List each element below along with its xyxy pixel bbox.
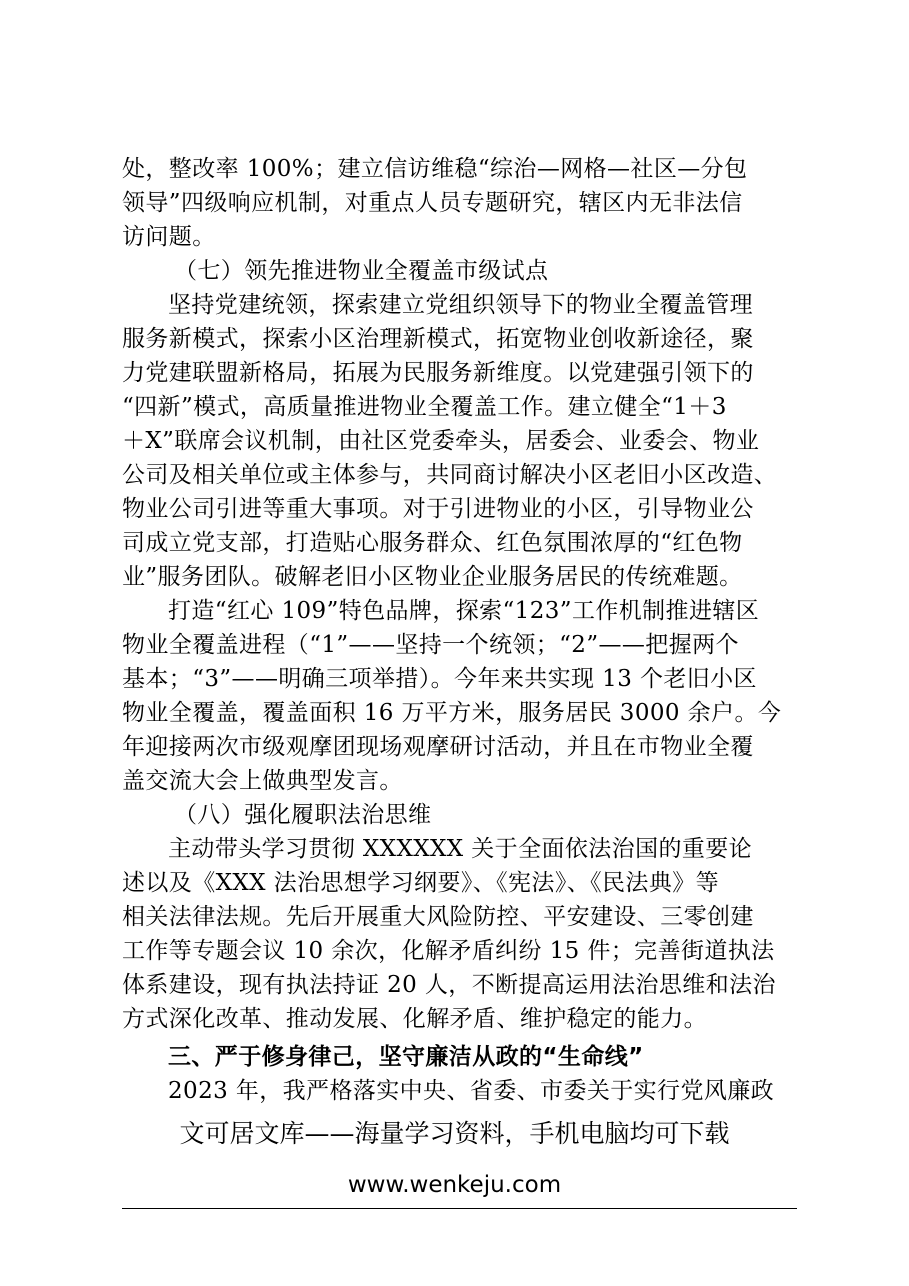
text-line: 工作等专题会议 10 余次，化解矛盾纠纷 15 件；完善街道执法 [122, 938, 775, 964]
document-body [122, 152, 807, 1108]
text-line: 服务新模式，探索小区治理新模式，拓宽物业创收新途径，聚 [122, 326, 754, 352]
paragraph-first-line: 主动带头学习贯彻 XXXXXX 关于全面依法治国的重要论 [168, 836, 753, 862]
text-line: 访问题。 [122, 224, 216, 250]
footer-slogan: 文可居文库——海量学习资料，手机电脑均可下载 [179, 1119, 730, 1148]
text-line: ＋X”联席会议机制，由社区党委牵头，居委会、业委会、物业 [122, 428, 760, 454]
footer-url-link[interactable]: www.wenkeju.com [347, 1172, 562, 1198]
text-line: 业”服务团队。破解老旧小区物业企业服务居民的传统难题。 [122, 564, 743, 590]
text-line: 相关法律法规。先后开展重大风险防控、平安建设、三零创建 [122, 904, 754, 930]
paragraph-first-line: 坚持党建统领，探索建立党组织领导下的物业全覆盖管理 [168, 292, 753, 318]
text-line: 物业全覆盖，覆盖面积 16 万平方米，服务居民 3000 余户。今 [122, 700, 782, 726]
section-heading: 三、严于修身律己，坚守廉洁从政的“生命线” [168, 1044, 644, 1070]
text-line: 述以及《XXX 法治思想学习纲要》、《宪法》、《民法典》等 [122, 870, 720, 896]
text-line: 处，整改率 100%；建立信访维稳“综治—网格—社区—分包 [122, 156, 748, 182]
footer-divider [122, 1208, 797, 1209]
text-line: 领导”四级响应机制，对重点人员专题研究，辖区内无非法信 [122, 190, 743, 216]
subsection-heading: （七）领先推进物业全覆盖市级试点 [174, 258, 549, 284]
text-line: 体系建设，现有执法持证 20 人，不断提高运用法治思维和法治 [122, 972, 776, 998]
text-line: 公司及相关单位或主体参与，共同商讨解决小区老旧小区改造、 [122, 462, 778, 488]
subsection-heading: （八）强化履职法治思维 [174, 802, 432, 828]
text-line: 年迎接两次市级观摩团现场观摩研讨活动，并且在市物业全覆 [122, 734, 754, 760]
text-line: 物业公司引进等重大事项。对于引进物业的小区，引导物业公 [122, 496, 754, 522]
text-line: 盖交流大会上做典型发言。 [122, 768, 403, 794]
text-line: 方式深化改革、推动发展、化解矛盾、维护稳定的能力。 [122, 1006, 707, 1032]
text-line: 物业全覆盖进程（“1”——坚持一个统领；“2”——把握两个 [122, 632, 739, 658]
text-line: “四新”模式，高质量推进物业全覆盖工作。建立健全“1＋3 [122, 394, 727, 420]
text-line: 基本；“3”——明确三项举措）。今年来共实现 13 个老旧小区 [122, 666, 757, 692]
text-line: 司成立党支部，打造贴心服务群众、红色氛围浓厚的“红色物 [122, 530, 743, 556]
paragraph-first-line: 2023 年，我严格落实中央、省委、市委关于实行党风廉政 [168, 1078, 775, 1104]
text-line: 力党建联盟新格局，拓展为民服务新维度。以党建强引领下的 [122, 360, 754, 386]
paragraph-first-line: 打造“红心 109”特色品牌，探索“123”工作机制推进辖区 [168, 598, 760, 624]
